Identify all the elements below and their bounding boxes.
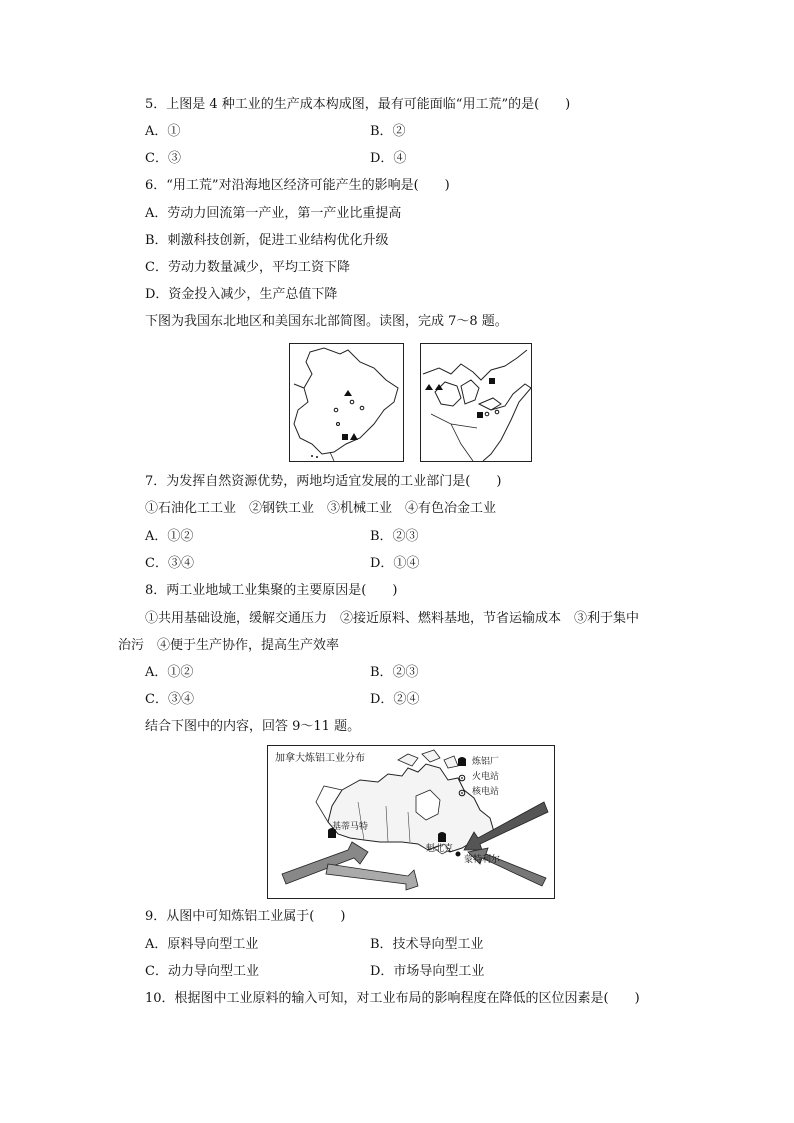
q8-option-b: B．②③ — [370, 665, 419, 680]
q7-items: ①石油化工工业 ②钢铁工业 ③机械工业 ④有色冶金工业 — [145, 501, 497, 516]
legend-smelter: 炼铝厂 — [472, 757, 500, 767]
q6-option-c: C．劳动力数量减少，平均工资下降 — [145, 260, 350, 275]
q7-stem: 7．为发挥自然资源优势，两地均适宜发展的工业部门是( ) — [145, 474, 502, 489]
q9-option-d: D．市场导向型工业 — [370, 964, 485, 979]
q7-option-d: D．①④ — [370, 556, 420, 571]
q5-option-c: C．③ — [145, 151, 181, 166]
q10-stem: 10．根据图中工业原料的输入可知，对工业布局的影响程度在降低的区位因素是( ) — [145, 991, 640, 1006]
legend-thermal-plant: 火电站 — [472, 772, 500, 782]
q8-option-c: C．③④ — [145, 692, 194, 707]
q8-option-d: D．②④ — [370, 692, 420, 707]
q6-option-d: D．资金投入减少，生产总值下降 — [145, 287, 338, 302]
q9-option-a: A．原料导向型工业 — [145, 937, 259, 952]
q6-option-a: A．劳动力回流第一产业，第一产业比重提高 — [145, 206, 402, 221]
canada-aluminum-map — [267, 745, 555, 899]
legend-nuclear-plant: 核电站 — [472, 787, 500, 797]
map-title: 加拿大炼铝工业分布 — [275, 753, 365, 764]
q7-option-c: C．③④ — [145, 556, 194, 571]
q6-option-b: B．刺激科技创新，促进工业结构优化升级 — [145, 233, 389, 248]
q7-option-b: B．②③ — [370, 529, 419, 544]
q9-option-b: B．技术导向型工业 — [370, 937, 484, 952]
q5-option-d: D．④ — [370, 151, 407, 166]
q5-option-a: A．① — [145, 124, 181, 139]
q5-stem: 5．上图是 4 种工业的生产成本构成图，最有可能面临“用工荒”的是( ) — [145, 97, 571, 112]
q9-stem: 9．从图中可知炼铝工业属于( ) — [145, 909, 346, 924]
q6-stem: 6．“用工荒”对沿海地区经济可能产生的影响是( ) — [145, 178, 450, 193]
q8-items-line1: ①共用基础设施，缓解交通压力 ②接近原料、燃料基地，节省运输成本 ③利于集中 — [145, 611, 640, 626]
q8-stem: 8．两工业地域工业集聚的主要原因是( ) — [145, 583, 398, 598]
q8-option-a: A．①② — [145, 665, 194, 680]
northeast-china-map — [289, 343, 404, 462]
q5-option-b: B．② — [370, 124, 406, 139]
intro-7-8: 下图为我国东北地区和美国东北部简图。读图，完成 7～8 题。 — [145, 314, 508, 329]
place-kitimat: 基蒂马特 — [332, 822, 369, 832]
q9-option-c: C．动力导向型工业 — [145, 964, 259, 979]
q8-items-line2: 治污 ④便于生产协作，提高生产效率 — [118, 638, 340, 653]
place-quebec: 魁北克 — [426, 844, 454, 854]
intro-9-11: 结合下图中的内容，回答 9～11 题。 — [145, 719, 361, 734]
northeast-usa-map — [420, 343, 532, 462]
q7-option-a: A．①② — [145, 529, 194, 544]
place-montreal: 蒙特利尔 — [464, 855, 501, 865]
